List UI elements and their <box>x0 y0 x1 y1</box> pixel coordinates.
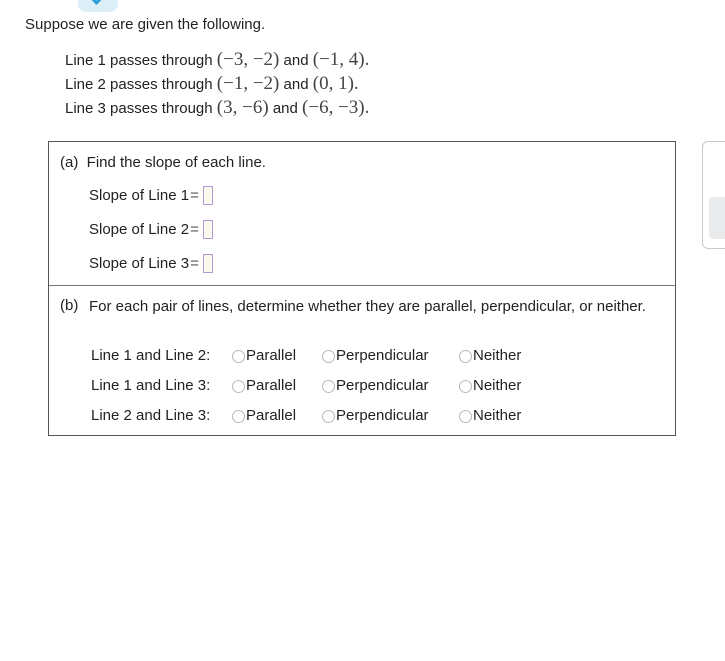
period: . <box>353 73 359 94</box>
part-divider <box>49 285 675 286</box>
line-2-statement <box>65 72 369 96</box>
period: . <box>364 49 370 70</box>
side-tools-panel <box>702 141 725 249</box>
point-b: (0, 1) <box>312 73 354 94</box>
slope-line-3-row <box>89 254 213 273</box>
line-1-statement <box>65 48 369 72</box>
collapse-tab[interactable] <box>78 0 118 12</box>
slope-line-2-row <box>89 220 213 239</box>
option-label: Perpendicular <box>336 407 429 424</box>
pair-1-3-parallel-option[interactable] <box>232 376 296 396</box>
pair-1-2-parallel-option[interactable] <box>232 346 296 366</box>
equals-sign: = <box>190 221 199 238</box>
point-a: (−1, −2) <box>216 73 280 94</box>
option-label: Neither <box>473 347 522 364</box>
point-a: (−3, −2) <box>216 49 280 70</box>
option-label: Perpendicular <box>336 377 429 394</box>
part-a-title: (a) Find the slope of each line. <box>60 154 266 171</box>
point-b: (−1, 4) <box>312 49 365 70</box>
equals-sign: = <box>190 255 199 272</box>
radio-button[interactable] <box>459 380 472 393</box>
pair-2-3-neither-option[interactable] <box>459 406 521 426</box>
radio-button[interactable] <box>232 380 245 393</box>
point-b: (−6, −3) <box>302 97 365 118</box>
slope-line-3-input[interactable] <box>203 254 213 273</box>
question-box <box>48 141 676 436</box>
radio-button[interactable] <box>459 410 472 423</box>
pair-2-3-perpendicular-option[interactable] <box>322 406 429 426</box>
line-label: Line 2 passes through <box>65 76 213 93</box>
pair-1-3-neither-option[interactable] <box>459 376 521 396</box>
line-label: Line 1 passes through <box>65 52 213 69</box>
side-tool-button[interactable] <box>709 197 725 239</box>
radio-button[interactable] <box>459 350 472 363</box>
pair-label: Line 2 and Line 3: <box>91 407 211 424</box>
pair-1-2-neither-option[interactable] <box>459 346 521 366</box>
pair-1-2-perpendicular-option[interactable] <box>322 346 429 366</box>
option-label: Perpendicular <box>336 347 429 364</box>
radio-button[interactable] <box>232 350 245 363</box>
and-text: and <box>283 76 309 93</box>
part-b-letter: (b) <box>60 297 79 314</box>
slope-line-1-row <box>89 186 213 205</box>
option-label: Parallel <box>246 377 297 394</box>
radio-button[interactable] <box>322 350 335 363</box>
slope-label: Slope of Line 1 <box>89 187 190 204</box>
radio-button[interactable] <box>232 410 245 423</box>
slope-line-2-input[interactable] <box>203 220 213 239</box>
radio-button[interactable] <box>322 410 335 423</box>
radio-button[interactable] <box>322 380 335 393</box>
option-label: Neither <box>473 377 522 394</box>
pair-1-3-perpendicular-option[interactable] <box>322 376 429 396</box>
and-text: and <box>283 52 309 69</box>
option-label: Neither <box>473 407 522 424</box>
option-label: Parallel <box>246 347 297 364</box>
pair-label: Line 1 and Line 2: <box>91 347 211 364</box>
chevron-down-icon <box>90 0 103 5</box>
point-a: (3, −6) <box>216 97 269 118</box>
and-text: and <box>272 100 298 117</box>
option-label: Parallel <box>246 407 297 424</box>
part-b-instructions: For each pair of lines, determine whether they are parallel, perpendicular, or neither. <box>89 298 646 315</box>
pair-label: Line 1 and Line 3: <box>91 377 211 394</box>
given-lines <box>65 48 369 120</box>
equals-sign: = <box>190 187 199 204</box>
period: . <box>364 97 370 118</box>
slope-line-1-input[interactable] <box>203 186 213 205</box>
slope-label: Slope of Line 3 <box>89 255 190 272</box>
intro-text: Suppose we are given the following. <box>25 16 266 33</box>
pair-2-3-parallel-option[interactable] <box>232 406 296 426</box>
line-3-statement <box>65 96 369 120</box>
line-label: Line 3 passes through <box>65 100 213 117</box>
slope-label: Slope of Line 2 <box>89 221 190 238</box>
